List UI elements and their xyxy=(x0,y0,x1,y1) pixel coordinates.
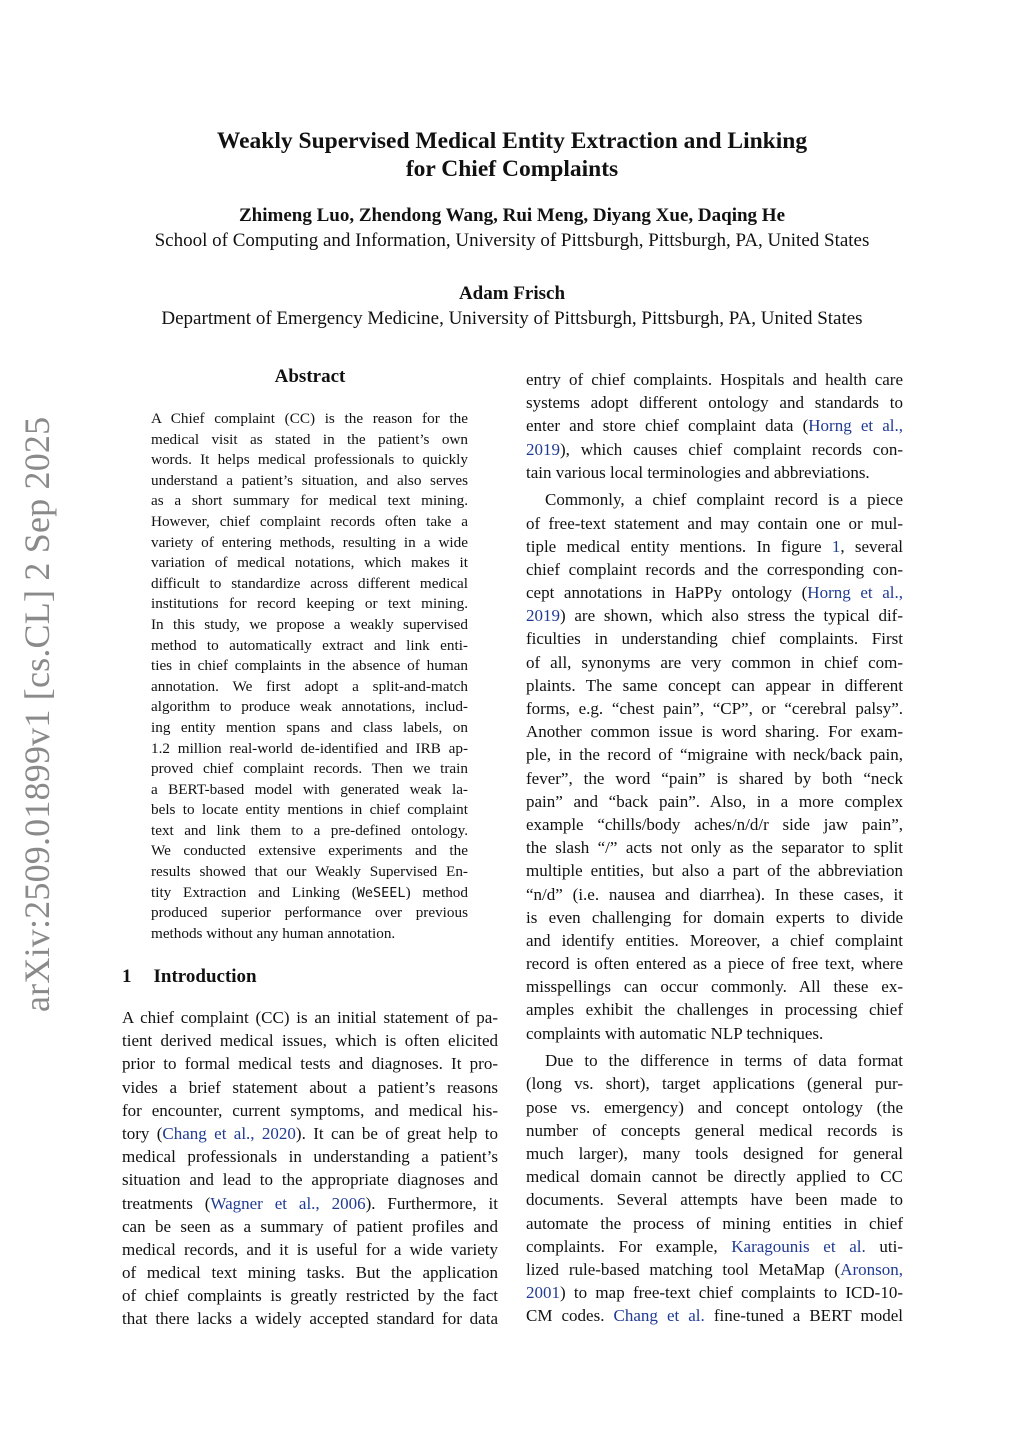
text-part: fine-tuned a BERT model xyxy=(704,1306,904,1326)
abstract-line: bels to locate entity mentions in chief complaint xyxy=(151,801,468,819)
text-part: ), which causes chief complaint records con- xyxy=(560,439,903,459)
text-line: situation and lead to the appropriate diagnoses and xyxy=(122,1170,498,1190)
abstract-line: variety of entering methods, resulting in a wide xyxy=(151,533,468,551)
text-line: chief complaint records and the corresponding con- xyxy=(526,559,903,579)
section-heading-introduction xyxy=(122,966,257,988)
text-part: uti- xyxy=(865,1236,903,1256)
abstract-line: In this study, we propose a weakly supervised xyxy=(151,615,468,633)
text-line: of all, synonyms are very common in chief com- xyxy=(526,652,903,672)
paper-title-line-2: for Chief Complaints xyxy=(405,156,619,182)
citation-link[interactable]: 2001 xyxy=(526,1283,560,1303)
text-line: medical records, and it is useful for a wide variety xyxy=(122,1239,498,1259)
section-number: 1 xyxy=(122,966,132,987)
text-line: automate the process of mining entities in chief xyxy=(526,1213,903,1233)
text-line: medical domain cannot be directly applied to CC xyxy=(526,1167,903,1187)
citation-link[interactable]: 2019 xyxy=(526,606,560,626)
author-block-2 xyxy=(0,281,1024,331)
abstract-line: 1.2 million real-world de-identified and IRB ap- xyxy=(151,739,468,757)
abstract-line: variation of medical notations, which makes it xyxy=(151,554,468,572)
abstract-line: We conducted extensive experiments and the xyxy=(151,842,468,860)
text-part: treatments ( xyxy=(122,1193,211,1213)
text-line xyxy=(526,581,903,604)
author-affiliation: Department of Emergency Medicine, University of Pittsburgh, Pittsburgh, PA, United States xyxy=(161,308,863,329)
author-block-1 xyxy=(0,203,1024,253)
right-column xyxy=(526,368,903,1327)
abstract-line: results showed that our Weakly Supervised En- xyxy=(151,863,468,881)
abstract-line: text and link them to a pre-defined ontology. xyxy=(151,821,468,839)
text-line: amples exhibit the challenges in processing chief xyxy=(526,1000,903,1020)
figure-reference-link[interactable]: 1 xyxy=(831,536,841,556)
text-line: that there lacks a widely accepted standard for data xyxy=(122,1309,498,1329)
text-part: lized rule-based matching tool MetaMap ( xyxy=(526,1259,841,1279)
abstract-line: A Chief complaint (CC) is the reason for the xyxy=(151,410,468,427)
text-line: vides a brief statement about a patient’s reasons xyxy=(122,1077,498,1097)
abstract-heading: Abstract xyxy=(274,366,346,387)
author-affiliation: School of Computing and Information, University of Pittsburgh, Pittsburgh, PA, United States xyxy=(154,230,870,251)
text-line: tain various local terminologies and abbreviations. xyxy=(526,462,870,482)
text-line: pain” and “back pain”. Also, in a more complex xyxy=(526,791,903,811)
abstract-line: method to automatically extract and link enti- xyxy=(151,636,468,654)
introduction-left-column xyxy=(122,1006,498,1331)
text-line: record is often entered as a piece of free text, where xyxy=(526,954,903,974)
text-line: the slash “/” acts not only as the separator to split xyxy=(526,838,903,858)
method-name: WeSEEL xyxy=(356,884,406,901)
abstract-line: a BERT-based model with generated weak la- xyxy=(151,780,468,798)
text-line: (long vs. short), target applications (general pur- xyxy=(526,1074,903,1094)
text-line: of medical text mining tasks. But the application xyxy=(122,1263,498,1283)
abstract-line: produced superior performance over previous xyxy=(151,904,468,922)
text-line: entry of chief complaints. Hospitals and health care xyxy=(526,370,903,389)
abstract-line: institutions for record keeping or text mining. xyxy=(151,595,468,613)
text-part: ) are shown, which also stress the typical dif- xyxy=(560,606,903,626)
abstract-line: ing entity mention spans and class labels, on xyxy=(151,718,468,736)
text-part: cept annotations in HaPPy ontology ( xyxy=(526,583,808,603)
abstract-line: ties in chief complaints in the absence of human xyxy=(151,657,468,675)
text-line: plaints. The same concept can appear in different xyxy=(526,675,903,695)
text-line: Due to the difference in terms of data format xyxy=(545,1051,903,1071)
citation-link[interactable]: Horng et al., xyxy=(808,416,903,436)
text-part: tiple medical entity mentions. In figure xyxy=(526,536,832,556)
abstract-line-part: tity Extraction and Linking ( xyxy=(151,883,357,901)
abstract-line: medical visit as stated in the patient’s own xyxy=(151,430,468,448)
text-line: Commonly, a chief complaint record is a piece xyxy=(545,490,903,510)
abstract-line: difficult to standardize across different medical xyxy=(151,574,468,592)
text-line xyxy=(526,1281,903,1304)
citation-link[interactable]: Wagner et al., 2006 xyxy=(210,1193,366,1213)
text-line: forms, e.g. “chest pain”, “CP”, or “cerebral palsy”. xyxy=(526,699,903,719)
text-line: of free-text statement and may contain one or mul- xyxy=(526,513,903,533)
abstract-line-part: ) method xyxy=(405,883,468,901)
citation-link[interactable]: Aronson, xyxy=(840,1259,903,1279)
text-part: complaints. For example, xyxy=(526,1236,732,1256)
text-part: ). Furthermore, it xyxy=(365,1193,498,1213)
text-line: documents. Several attempts have been made to xyxy=(526,1190,903,1210)
text-line: and identify entities. Moreover, a chief complaint xyxy=(526,930,903,950)
paper-title xyxy=(0,127,1024,183)
text-part: ). It can be of great help to xyxy=(295,1123,499,1143)
abstract-line: methods without any human annotation. xyxy=(151,924,396,942)
text-line: complaints with automatic NLP techniques. xyxy=(526,1023,824,1043)
text-part: enter and store chief complaint data ( xyxy=(526,416,809,436)
citation-link[interactable]: 2019 xyxy=(526,439,560,459)
text-line: systems adopt different ontology and standards to xyxy=(526,393,903,413)
text-line xyxy=(526,1235,903,1258)
text-line xyxy=(526,1304,903,1327)
text-line xyxy=(122,1122,498,1145)
abstract-line xyxy=(151,883,468,904)
text-line xyxy=(526,1258,903,1281)
text-line: prior to formal medical tests and diagnoses. It pro- xyxy=(122,1054,498,1074)
citation-link[interactable]: Chang et al., 2020 xyxy=(162,1123,296,1143)
text-line: is even challenging for domain experts to divide xyxy=(526,907,903,927)
author-names: Zhimeng Luo, Zhendong Wang, Rui Meng, Diyang Xue, Daqing He xyxy=(238,205,786,226)
abstract-line: algorithm to produce weak annotations, includ- xyxy=(151,698,468,716)
text-line: for encounter, current symptoms, and medical his- xyxy=(122,1100,498,1120)
text-line: “n/d” (i.e. nausea and diarrhea). In these cases, it xyxy=(526,884,903,904)
text-line: much larger), many tools designed for general xyxy=(526,1143,903,1163)
citation-link[interactable]: Horng et al., xyxy=(807,583,903,603)
text-line: medical professionals in understanding a patient’s xyxy=(122,1147,498,1167)
abstract-line: However, chief complaint records often take a xyxy=(151,512,468,530)
paper-title-line-1: Weakly Supervised Medical Entity Extraction and Linking xyxy=(216,128,808,154)
citation-link[interactable]: Karagounis et al. xyxy=(731,1236,866,1256)
text-line xyxy=(526,604,903,627)
abstract-line: as a short summary for medical text mining. xyxy=(151,492,468,510)
text-line: misspellings can occur commonly. All these ex- xyxy=(526,977,903,997)
text-line: Another common issue is word sharing. For exam- xyxy=(526,722,903,742)
text-line: ple, in the record of “migraine with neck/back pain, xyxy=(526,745,903,765)
text-line: multiple entities, but also a part of the abbreviation xyxy=(526,861,903,881)
abstract-line: understand a patient’s situation, and also serves xyxy=(151,471,468,489)
abstract-text xyxy=(151,409,468,944)
text-line: pose vs. emergency) and concept ontology (the xyxy=(526,1097,903,1117)
author-names: Adam Frisch xyxy=(458,283,566,304)
text-line xyxy=(122,1192,498,1215)
text-line: tient derived medical issues, which is often elicited xyxy=(122,1031,498,1051)
text-line: A chief complaint (CC) is an initial statement of pa- xyxy=(122,1008,498,1027)
section-title: Introduction xyxy=(153,966,257,987)
citation-link[interactable]: Chang et al. xyxy=(613,1306,705,1326)
text-line xyxy=(526,414,903,437)
text-part: CM codes. xyxy=(526,1306,614,1326)
text-line: fever”, the word “pain” is shared by both “neck xyxy=(526,768,903,788)
text-line: of chief complaints is greatly restricted by the fact xyxy=(122,1286,498,1306)
abstract-line: proved chief complaint records. Then we train xyxy=(151,760,468,778)
arxiv-identifier-stamp: arXiv:2509.01899v1 [cs.CL] 2 Sep 2025 xyxy=(17,416,57,1012)
text-part: ) to map free-text chief complaints to ICD-10- xyxy=(560,1283,903,1303)
text-line: number of concepts general medical records is xyxy=(526,1120,903,1140)
text-line: can be seen as a summary of patient profiles and xyxy=(122,1216,498,1236)
text-part: , several xyxy=(840,536,903,556)
abstract-line: words. It helps medical professionals to quickly xyxy=(151,451,468,469)
text-line xyxy=(526,535,903,558)
text-line xyxy=(526,438,903,461)
text-part: tory ( xyxy=(122,1123,163,1143)
abstract-line: annotation. We first adopt a split-and-match xyxy=(151,677,468,695)
text-line: ficulties in understanding chief complaints. First xyxy=(526,629,903,649)
text-line: example “chills/body aches/n/d/r side jaw pain”, xyxy=(526,814,903,834)
